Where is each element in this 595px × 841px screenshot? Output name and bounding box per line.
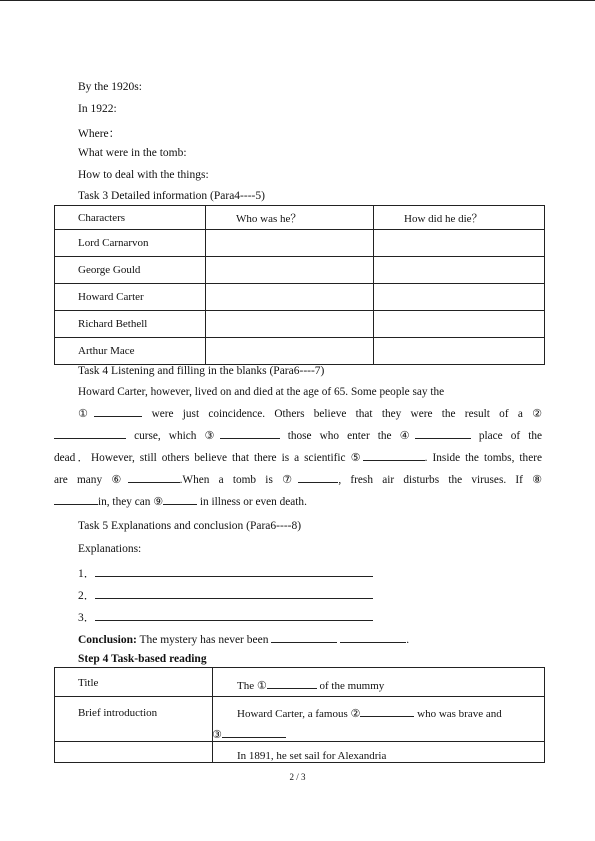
fill-blank[interactable] [340,631,406,643]
answer-cell[interactable] [206,257,374,284]
paragraph-text: place of the [478,430,543,442]
blank-number: ① [78,407,95,420]
column-header: Who was he？ [206,206,374,230]
paragraph-line [54,381,542,403]
blank-number: ② [350,707,361,720]
task-reading-table [54,667,545,763]
character-name: George Gould [55,257,206,284]
row-label [55,697,213,742]
fill-blank[interactable] [54,427,126,439]
answer-cell[interactable] [374,257,545,284]
answer-cell[interactable] [206,230,374,257]
fill-blank[interactable] [363,449,425,461]
paragraph-text: dead．However, still others believe that there is a scientific [54,452,346,464]
item-number: 3． [78,612,96,624]
fill-blank[interactable] [95,587,373,599]
cell-text: who was brave and [417,708,502,720]
explanation-2 [78,587,373,603]
row-content [213,742,545,763]
table-row [55,668,545,697]
paragraph-text: were just coincidence. Others believe that they were the result of a [151,408,523,420]
conclusion-text: The mystery has never been [139,634,269,646]
row-content [213,697,545,742]
paragraph-line [54,491,542,513]
item-number: 1． [78,568,96,580]
task5-heading: Task 5 Explanations and conclusion (Para6----8) [78,520,302,532]
row-content [213,668,545,697]
row-label [55,742,213,763]
fill-blank[interactable] [360,705,414,717]
blank-number: ⑥ [111,473,128,486]
conclusion-line [78,631,409,646]
paragraph-line [54,447,542,469]
character-name: Lord Carnarvon [55,230,206,257]
conclusion-label: Conclusion: [78,634,137,646]
table-row [55,338,545,365]
answer-cell[interactable] [206,284,374,311]
cell-text: In 1891, he set sail for Alexandria [237,750,387,762]
text-line: In 1922: [78,103,117,115]
title-label: Title [78,677,99,689]
paragraph-text: , fresh air disturbs the viruses. If [338,474,523,486]
character-name: Howard Carter [55,284,206,311]
answer-cell[interactable] [206,311,374,338]
table-header-row [55,206,545,230]
text-line: Where： [78,128,121,140]
answer-cell[interactable] [374,338,545,365]
fill-blank[interactable] [128,471,180,483]
text-line: What were in the tomb: [78,147,187,159]
answer-cell[interactable] [374,311,545,338]
blank-number: ① [256,679,267,692]
paragraph-text: those who enter the [287,430,392,442]
column-header: Characters [55,206,206,230]
brief-intro-label: Brief introduction [78,707,158,719]
paragraph-text: in illness or even death. [199,496,307,508]
cell-text: Howard Carter, a famous [237,708,348,720]
explanations-label: Explanations: [78,543,142,555]
paragraph-text: are many [54,474,103,486]
fill-blank[interactable] [95,565,373,577]
blank-number: ⑨ [153,495,164,508]
answer-cell[interactable] [374,284,545,311]
blank-number: ② [532,407,542,420]
table-row [55,742,545,763]
character-name: Richard Bethell [55,311,206,338]
column-header: How did he die？ [374,206,545,230]
table-row [55,230,545,257]
text-line: By the 1920s: [78,81,142,93]
cell-text: The [237,680,255,692]
paragraph-text: curse, which [134,430,197,442]
paragraph-text: Howard Carter, however, lived on and died at the age of 65. Some people say the [78,386,445,398]
fill-blank[interactable] [222,726,286,738]
row-label [55,668,213,697]
answer-cell[interactable] [206,338,374,365]
paragraph-line [54,425,542,447]
step4-heading [78,653,207,665]
blank-number: ⑤ [350,451,363,464]
page-number: 2 / 3 [289,772,306,782]
fill-blank[interactable] [54,493,98,505]
table-row [55,697,545,742]
fill-blank[interactable] [163,493,197,505]
fill-blank[interactable] [267,677,317,689]
blank-number: ⑦ [282,473,299,486]
explanation-3 [78,609,373,625]
paragraph-text: in, they can [98,496,151,508]
blank-number: ⑧ [532,473,543,486]
text-line: How to deal with the things: [78,169,209,181]
fill-blank[interactable] [415,427,471,439]
character-name: Arthur Mace [55,338,206,365]
table-row [55,284,545,311]
blank-number: ③ [212,728,222,741]
item-number: 2． [78,590,96,602]
top-rule [0,0,595,1]
fill-blank[interactable] [271,631,337,643]
blank-number: ③ [204,429,220,442]
fill-blank[interactable] [95,609,373,621]
fill-blank[interactable] [220,427,280,439]
paragraph-line [54,469,542,491]
period: . [406,634,410,646]
paragraph-line [54,403,542,425]
task4-paragraph [54,381,542,513]
paragraph-text: .When a tomb is [179,474,273,486]
fill-blank[interactable] [298,471,338,483]
paragraph-text: . Inside the tombs, there [424,452,542,464]
cell-text: of the mummy [319,680,385,692]
blank-number: ④ [399,429,415,442]
table-row [55,311,545,338]
answer-cell[interactable] [374,230,545,257]
task3-heading: Task 3 Detailed information (Para4----5) [78,190,265,202]
characters-table [54,205,545,365]
table-row [55,257,545,284]
explanation-1 [78,565,373,581]
task4-heading: Task 4 Listening and filling in the blanks (Para6----7) [78,365,325,377]
step4-heading-text: Step 4 Task-based reading [78,653,207,665]
fill-blank[interactable] [94,405,142,417]
